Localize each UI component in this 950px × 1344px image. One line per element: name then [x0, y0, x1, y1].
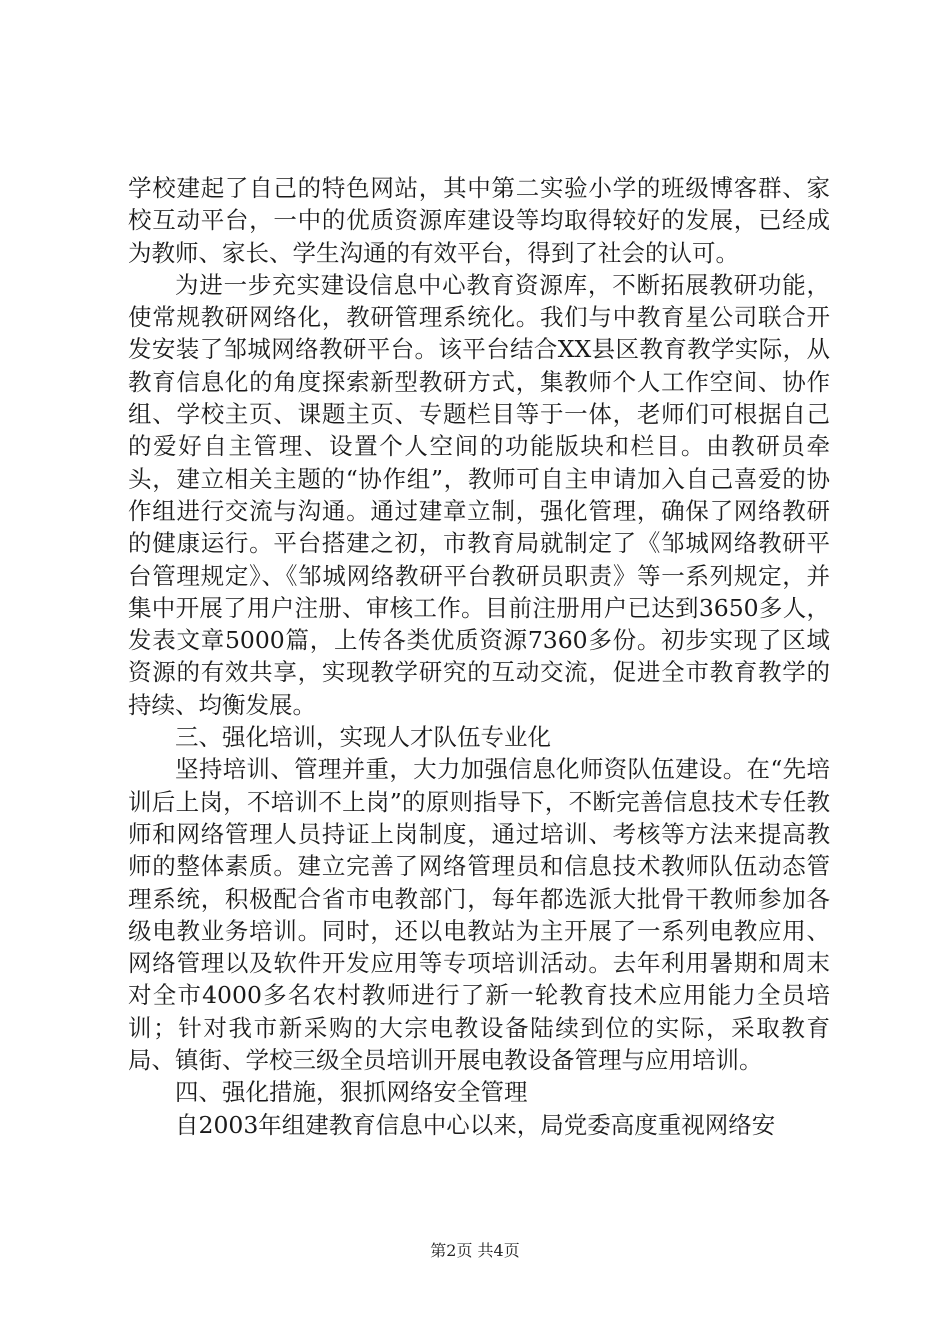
page-number-footer: 第2页 共4页: [430, 1241, 520, 1260]
paragraph-security-start: 自2003年组建教育信息中心以来，局党委高度重视网络安: [175, 1110, 776, 1139]
paragraph-continuation: 学校建起了自己的特色网站，其中第二实验小学的班级博客群、家校互动平台，一中的优质资源库建设等均取得较好的发展，已经成为教师、家长、学生沟通的有效平台，得到了社会的认可。: [128, 174, 830, 267]
document-body: [128, 172, 830, 1141]
section-heading-training: 三、强化培训，实现人才队伍专业化: [175, 723, 551, 752]
paragraph-network-research-platform: 为进一步充实建设信息中心教育资源库，不断拓展教研功能，使常规教研网络化，教研管理系统化。我们与中教育星公司联合开发安装了邹城网络教研平台。该平台结合XX县区教育教学实际，从教育信息化的角度探索新型教研方式，集教师个人工作空间、协作组、学校主页、课题主页、专题栏目等于一体，老师们可根据自己的爱好自主管理、设置个人空间的功能版块和栏目。由教研员牵头，建立相关主题的“协作组”，教师可自主申请加入自己喜爱的协作组进行交流与沟通。通过建章立制，强化管理，确保了网络教研的健康运行。平台搭建之初，市教育局就制定了《邹城网络教研平台管理规定》、《邹城网络教研平台教研员职责》等一系列规定，并集中开展了用户注册、审核工作。目前注册用户已达到3650多人，发表文章5000篇，上传各类优质资源7360多份。初步实现了区域资源的有效共享，实现教学研究的互动交流，促进全市教育教学的持续、均衡发展。: [128, 270, 830, 719]
section-heading-network-security: 四、强化措施，狠抓网络安全管理: [175, 1078, 528, 1107]
paragraph-teacher-training: 坚持培训、管理并重，大力加强信息化师资队伍建设。在“先培训后上岗，不培训不上岗”的原则指导下，不断完善信息技术专任教师和网络管理人员持证上岗制度，通过培训、考核等方法来提高教师的整体素质。建立完善了网络管理员和信息技术教师队伍动态管理系统，积极配合省市电教部门，每年都选派大批骨干教师参加各级电教业务培训。同时，还以电教站为主开展了一系列电教应用、网络管理以及软件开发应用等专项培训活动。去年利用暑期和周末对全市4000多名农村教师进行了新一轮教育技术应用能力全员培训；针对我市新采购的大宗电教设备陆续到位的实际，采取教育局、镇街、学校三级全员培训开展电教设备管理与应用培训。: [128, 755, 830, 1075]
